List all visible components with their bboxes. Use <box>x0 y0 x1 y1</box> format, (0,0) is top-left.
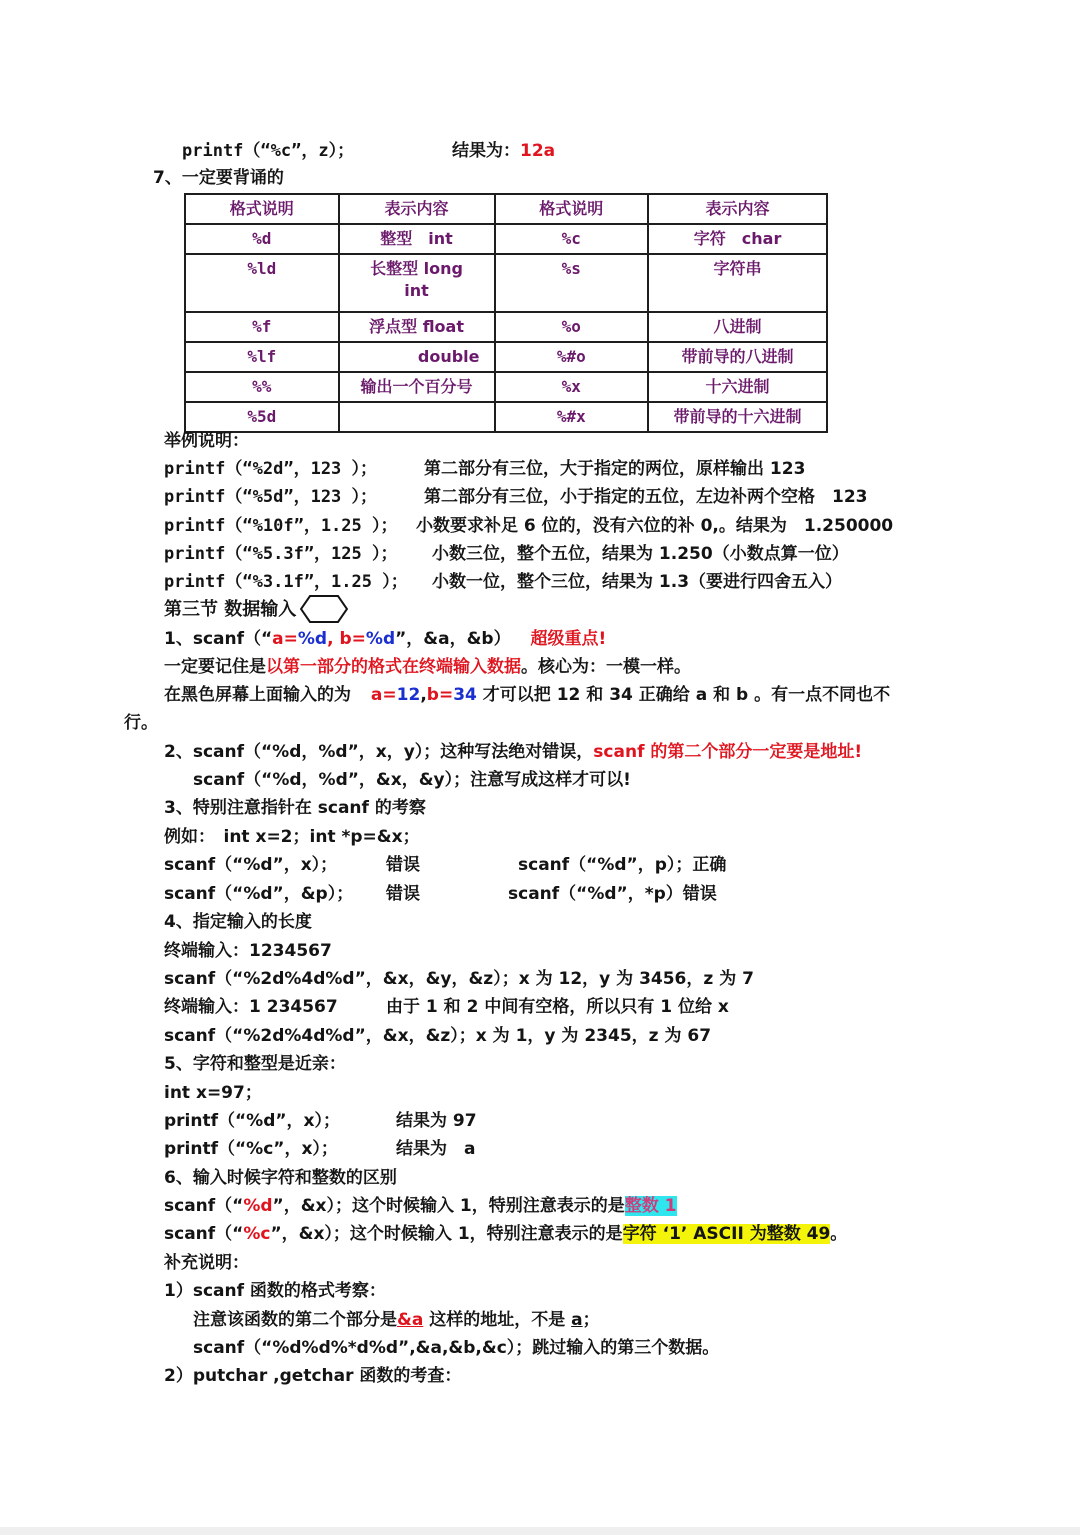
table-cell: %#o <box>495 342 649 372</box>
scanf6-l2-highlight: 字符 ‘1’ ASCII 为整数 49 <box>622 1224 831 1244</box>
example-text: 小数三位，整个五位，结果为 1.250（小数点算一位） <box>432 544 849 564</box>
example-text: 小数要求补足 6 位的，没有六位的补 0,。结果为 1.250000 <box>416 516 894 536</box>
table-row <box>185 312 827 342</box>
supplement-p1a-end: ； <box>582 1310 600 1330</box>
supplement-p1: 1）scanf 函数的格式考察： <box>164 1281 386 1301</box>
table-cell: 八进制 <box>648 312 827 342</box>
table-cell: %5d <box>185 402 339 432</box>
scanf4-l2: scanf（“%2d%4d%d”，&x，&y，&z）；x 为 12，y 为 3456，z 为 7 <box>164 969 754 989</box>
screen-input-line <box>164 684 890 706</box>
example-text: 小数一位，整个三位，结果为 1.3（要进行四舍五入） <box>432 572 843 592</box>
table-header-row <box>185 194 827 224</box>
table-header-cell: 格式说明 <box>185 194 339 224</box>
scanf3-r2c: scanf（“%d”，*p）错误 <box>508 884 717 904</box>
top-code: printf（“%c”，z）； <box>182 141 355 161</box>
table-cell: 带前导的八进制 <box>648 342 827 372</box>
format-table <box>184 193 828 433</box>
scanf6-l2-pre: scanf（“ <box>164 1224 244 1244</box>
scanf5-l1: int x=97； <box>164 1083 262 1103</box>
supplement-p1a-var: a <box>571 1310 583 1330</box>
supplement-p1a-mid: 这样的地址，不是 <box>423 1310 572 1330</box>
scanf5-title: 5、字符和整型是近亲： <box>164 1054 346 1074</box>
table-row <box>185 372 827 402</box>
supplement-p1a <box>193 1309 600 1331</box>
remember-suffix: 。核心为：一模一样。 <box>521 657 691 677</box>
supplement-p2: 2）putchar ,getchar 函数的考查： <box>164 1366 462 1386</box>
scanf4-l3a: 终端输入：1 234567 <box>164 997 338 1017</box>
supplement-p1a-pre: 注意该函数的第二个部分是 <box>193 1310 397 1330</box>
screen-input-prefix: 在黑色屏幕上面输入的为 <box>164 685 351 705</box>
screen-input-a-val: 12 <box>396 685 421 705</box>
scanf1-prefix: 1、scanf（“ <box>164 629 273 649</box>
screen-input-wrap: 行。 <box>124 713 158 733</box>
scanf4-l1: 终端输入：1234567 <box>164 941 332 961</box>
scanf4-l4: scanf（“%2d%4d%d”，&x，&z）；x 为 1，y 为 2345，z 为 67 <box>164 1026 712 1046</box>
table-cell: %o <box>495 312 649 342</box>
example-code: printf（“%10f”，1.25 ）； <box>164 516 398 536</box>
example-code: printf（“%3.1f”，1.25 ）； <box>164 572 408 592</box>
scanf5-l3a: printf（“%c”，x）； <box>164 1139 338 1159</box>
scanf3-r1a: scanf（“%d”，x）； <box>164 855 338 875</box>
scanf1-b: b= <box>339 629 366 649</box>
screen-input-suffix: 才可以把 12 和 34 正确给 a 和 b 。有一点不同也不 <box>482 685 891 705</box>
scanf1-emphasis: 超级重点! <box>530 629 607 649</box>
scanf6-title: 6、输入时候字符和整数的区别 <box>164 1168 397 1188</box>
supplement-title: 补充说明： <box>164 1253 249 1273</box>
scanf4-title: 4、指定输入的长度 <box>164 912 312 932</box>
scanf3-example: 例如： int x=2；int *p=&x； <box>164 827 420 847</box>
table-cell: %c <box>495 224 649 254</box>
scanf1-a: a= <box>272 629 298 649</box>
scanf3-title: 3、特别注意指针在 scanf 的考察 <box>164 798 426 818</box>
table-header-cell: 格式说明 <box>495 194 649 224</box>
scanf6-l1-mid: ”，&x）；这个时候输入 1，特别注意表示的是 <box>272 1196 625 1216</box>
scanf3-r2b: 错误 <box>386 884 420 904</box>
scanf2-line1-prefix: 2、scanf（“%d，%d”，x，y）；这种写法绝对错误， <box>164 742 594 762</box>
top-result-value: 12a <box>520 141 556 161</box>
scanf3-r1b: 错误 <box>386 855 420 875</box>
table-cell: 整型 int <box>339 224 495 254</box>
table-cell: %x <box>495 372 649 402</box>
section3-title: 第三节 数据输入 <box>164 599 297 620</box>
scanf4-l3b: 由于 1 和 2 中间有空格，所以只有 1 位给 x <box>386 997 729 1017</box>
scanf2-line1-red: scanf 的第二个部分一定要是地址! <box>593 742 863 762</box>
table-cell <box>339 402 495 432</box>
table-header-cell: 表示内容 <box>648 194 827 224</box>
scanf1-fmt2: %d <box>365 629 396 649</box>
screen-input-b-label: b= <box>426 685 454 705</box>
table-cell: %lf <box>185 342 339 372</box>
page-bottom-edge <box>0 1527 1080 1535</box>
scanf6-l2-fmt: %c <box>243 1224 271 1244</box>
scanf6-l1-highlight: 整数 1 <box>624 1196 677 1216</box>
table-cell: %#x <box>495 402 649 432</box>
top-result <box>452 140 555 162</box>
table-cell: 带前导的十六进制 <box>648 402 827 432</box>
scanf5-l2a: printf（“%d”，x）； <box>164 1111 341 1131</box>
table-row <box>185 224 827 254</box>
scanf5-l2b: 结果为 97 <box>396 1111 477 1131</box>
table-cell: %% <box>185 372 339 402</box>
table-cell: 字符串 <box>648 254 827 312</box>
screen-input-b-val: 34 <box>453 685 477 705</box>
examples-title: 举例说明： <box>164 431 249 451</box>
top-result-label: 结果为： <box>452 141 520 161</box>
example-code: printf（“%2d”，123 ）； <box>164 459 378 479</box>
screen-input-a-label: a= <box>370 685 397 705</box>
screen-input-comma: , <box>420 685 427 705</box>
section7-title: 7、一定要背诵的 <box>153 168 284 188</box>
table-cell: 浮点型 float <box>339 312 495 342</box>
example-code: printf（“%5d”，123 ）； <box>164 487 378 507</box>
remember-prefix: 一定要记住是 <box>164 657 266 677</box>
scanf1-sep: , <box>327 629 340 649</box>
example-code: printf（“%5.3f”，125 ）； <box>164 544 398 564</box>
scanf6-l1-pre: scanf（“ <box>164 1196 244 1216</box>
table-cell: 十六进制 <box>648 372 827 402</box>
table-row <box>185 402 827 432</box>
scanf2-line2: scanf（“%d，%d”，&x，&y）；注意写成这样才可以! <box>193 770 631 790</box>
scanf1-line <box>164 628 606 650</box>
table-row <box>185 342 827 372</box>
scanf3-r2a: scanf（“%d”，&p）； <box>164 884 354 904</box>
supplement-p1b: scanf（“%d%d%*d%d”,&a,&b,&c）；跳过输入的第三个数据。 <box>193 1338 720 1358</box>
scanf6-l1-fmt: %d <box>243 1196 273 1216</box>
example-text: 第二部分有三位，大于指定的两位，原样输出 123 <box>424 459 806 479</box>
scanf2-line1 <box>164 741 862 763</box>
scanf6-l2-end: 。 <box>830 1224 848 1244</box>
scanf6-l2-mid: ”，&x）；这个时候输入 1，特别注意表示的是 <box>270 1224 623 1244</box>
table-cell-line: int <box>404 281 429 300</box>
table-row <box>185 254 827 312</box>
table-cell-line: 长整型 long <box>370 259 464 278</box>
table-cell: double <box>339 342 495 372</box>
supplement-p1a-addr: &a <box>397 1310 424 1330</box>
scanf3-r1c: scanf（“%d”，p）；正确 <box>518 855 727 875</box>
table-cell: %s <box>495 254 649 312</box>
scanf6-l2 <box>164 1223 847 1245</box>
hexagon-icon <box>300 595 348 623</box>
table-cell: %ld <box>185 254 339 312</box>
table-cell <box>339 254 495 312</box>
top-code-line <box>182 140 354 162</box>
scanf5-l3b: 结果为 a <box>396 1139 476 1159</box>
scanf1-suffix: ”，&a，&b） <box>395 629 511 649</box>
scanf6-l1 <box>164 1195 677 1217</box>
remember-red: 以第一部分的格式在终端输入数据 <box>266 657 521 677</box>
remember-line <box>164 656 691 678</box>
scanf1-fmt1: %d <box>297 629 328 649</box>
table-cell: %f <box>185 312 339 342</box>
table-cell: %d <box>185 224 339 254</box>
table-cell: 字符 char <box>648 224 827 254</box>
example-text: 第二部分有三位，小于指定的五位，左边补两个空格 123 <box>424 487 868 507</box>
table-cell: 输出一个百分号 <box>339 372 495 402</box>
table-header-cell: 表示内容 <box>339 194 495 224</box>
